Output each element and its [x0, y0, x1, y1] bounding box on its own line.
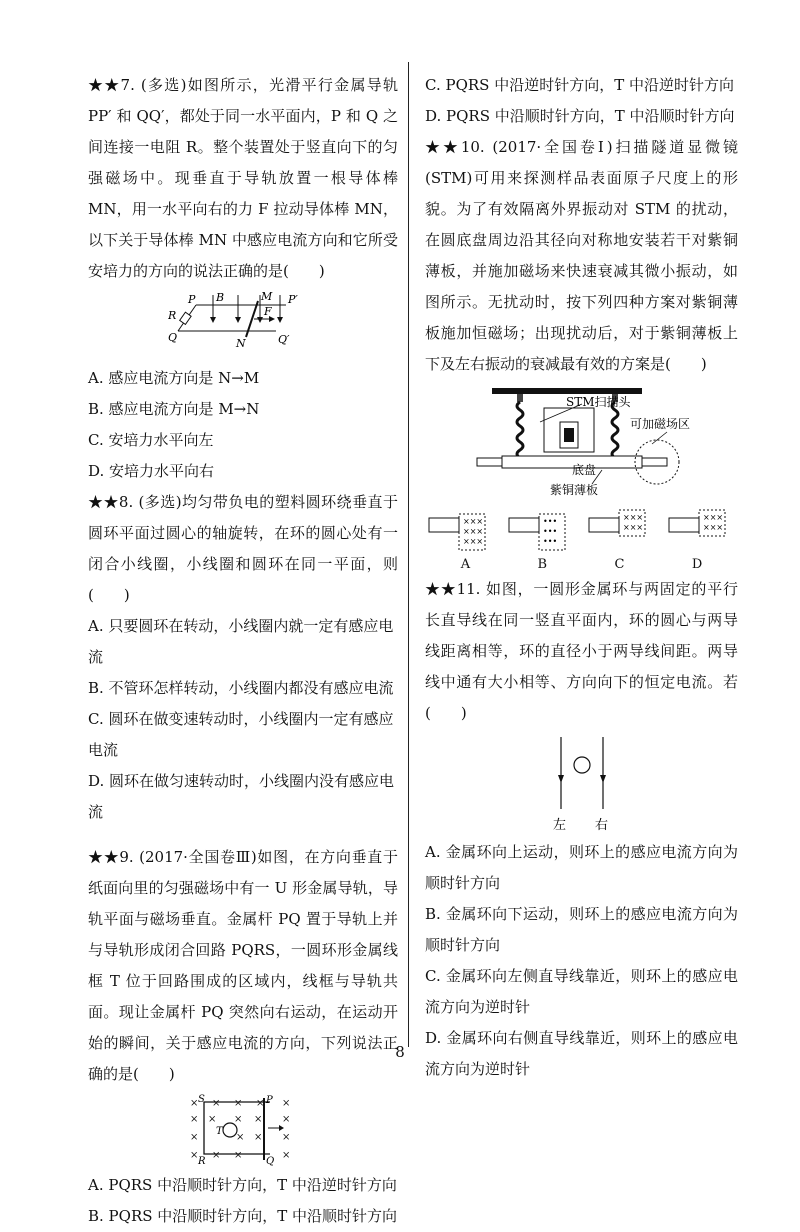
q7-label-B: B	[216, 291, 225, 304]
right-column	[425, 70, 738, 1085]
svg-text:×: ×	[282, 1132, 291, 1143]
q10-label-field: 可加磁场区	[629, 417, 690, 431]
svg-text:×××: ×××	[462, 527, 483, 536]
q11-wires-figure	[537, 733, 627, 833]
q8-stem: ★★8. (多选)均匀带负电的塑料圆环绕垂直于圆环平面过圆心的轴旋转，在环的圆心处有一闭合小线圈，小线圈和圆环在同一平面，则( )	[88, 493, 398, 604]
q10-sub-label-b: B	[537, 557, 548, 572]
q10-sub-labels	[425, 556, 738, 574]
svg-text:×××: ×××	[622, 513, 643, 522]
q11-stem: ★★11. 如图，一圆形金属环与两固定的平行长直导线在同一竖直平面内，环的圆心与两导线距离相等，环的直径小于两导线间距。两导线中通有大小相等、方向向下的恒定电流。若( )	[425, 580, 738, 722]
q8-option-d: D. 圆环在做匀速转动时，小线圈内没有感应电流	[88, 772, 395, 821]
svg-text:×: ×	[254, 1114, 263, 1125]
q10-label-base: 底盘	[571, 463, 596, 477]
q10-sub-label-a: A	[460, 557, 471, 572]
q10-options-figure	[427, 508, 737, 552]
question-8	[88, 487, 398, 828]
svg-text:×: ×	[282, 1114, 291, 1125]
svg-text:•••: •••	[542, 537, 557, 546]
svg-text:×××: ×××	[462, 537, 483, 546]
q9-option-a: A. PQRS 中沿顺时针方向，T 中沿逆时针方向	[88, 1176, 397, 1194]
q7-label-F: F	[264, 305, 272, 318]
q7-option-d: D. 安培力水平向右	[88, 462, 215, 480]
q9-label-T: T	[216, 1126, 223, 1137]
svg-text:×: ×	[236, 1132, 245, 1143]
q9-option-c: C. PQRS 中沿逆时针方向，T 中沿逆时针方向	[425, 76, 734, 94]
question-9	[88, 842, 398, 1232]
q10-label-plate: 紫铜薄板	[549, 483, 598, 497]
q7-label-N: N	[236, 337, 246, 350]
svg-text:×: ×	[212, 1098, 221, 1109]
q9-stem: ★★9. (2017·全国卷Ⅲ)如图，在方向垂直于纸面向里的匀强磁场中有一 U 形金属导轨，导轨平面与磁场垂直。金属杆 PQ 置于导轨上并与导轨形成闭合回路 PQRS，一圆环形金属线框 T 位于回路围成的区域内，线框与导轨共面。现让金属杆 PQ 突然向右运动，在运动开始的瞬间，关于感应电流的方向，下列说法正确的是( )	[88, 848, 398, 1083]
svg-text:×: ×	[256, 1098, 265, 1109]
q9-label-Q: Q	[266, 1156, 275, 1166]
q7-stem: ★★7. (多选)如图所示，光滑平行金属导轨 PP′ 和 QQ′，都处于同一水平面内，P 和 Q 之间连接一电阻 R。整个装置处于竖直向下的匀强磁场中。现垂直于导轨放置一根导体棒 MN，用一水平向右的力 F 拉动导体棒 MN，以下关于导体棒 MN 中感应电流方向和它所受安培力的方向的说法正确的是( )	[88, 76, 398, 280]
q11-option-a: A. 金属环向上运动，则环上的感应电流方向为顺时针方向	[425, 843, 738, 892]
svg-text:×: ×	[234, 1114, 243, 1125]
svg-text:×: ×	[234, 1098, 243, 1109]
q10-stem: ★★10. (2017·全国卷Ⅰ)扫描隧道显微镜(STM)可用来探测样品表面原子尺度上的形貌。为了有效隔离外界振动对 STM 的扰动，在圆底盘周边沿其径向对称地安装若干对紫铜薄板，并施加磁场来快速衰减其微小振动，如图所示。无扰动时，按下列四种方案对紫铜薄板施加恒磁场；出现扰动后，对于紫铜薄板上下及左右振动的衰减最有效的方案是( )	[425, 138, 738, 373]
q7-option-b: B. 感应电流方向是 M→N	[88, 400, 260, 418]
q11-label-left: 左	[552, 818, 566, 833]
svg-text:×: ×	[190, 1150, 199, 1161]
q9-option-d: D. PQRS 中沿顺时针方向，T 中沿顺时针方向	[425, 107, 735, 125]
question-10	[425, 132, 738, 574]
svg-text:×: ×	[212, 1150, 221, 1161]
q11-option-c: C. 金属环向左侧直导线靠近，则环上的感应电流方向为逆时针	[425, 967, 738, 1016]
q10-sub-label-d: D	[691, 557, 703, 572]
svg-text:×××: ×××	[622, 523, 643, 532]
q7-option-a: A. 感应电流方向是 N→M	[88, 369, 260, 387]
question-11	[425, 574, 738, 1085]
q7-label-Pp: P′	[288, 293, 298, 306]
svg-text:×: ×	[282, 1098, 291, 1109]
svg-text:×××: ×××	[702, 513, 723, 522]
q9-label-P: P	[266, 1095, 273, 1106]
q7-label-M: M	[261, 291, 273, 303]
svg-text:×: ×	[190, 1098, 199, 1109]
q7-rail-figure	[168, 291, 318, 359]
q7-label-Qp: Q′	[278, 333, 290, 346]
q11-label-right: 右	[594, 818, 608, 833]
q8-option-a: A. 只要圆环在转动，小线圈内就一定有感应电流	[88, 617, 394, 666]
q11-option-b: B. 金属环向下运动，则环上的感应电流方向为顺时针方向	[425, 905, 738, 954]
q7-label-P: P	[188, 293, 196, 306]
q9-label-S: S	[198, 1094, 205, 1105]
svg-text:×: ×	[208, 1114, 217, 1125]
q7-option-c: C. 安培力水平向左	[88, 431, 214, 449]
q8-option-b: B. 不管环怎样转动，小线圈内都没有感应电流	[88, 679, 394, 697]
svg-text:×××: ×××	[462, 517, 483, 526]
svg-text:×××: ×××	[702, 523, 723, 532]
q10-label-head: STM扫描头	[565, 395, 631, 409]
svg-text:×: ×	[254, 1132, 263, 1143]
column-divider	[408, 62, 409, 1047]
q7-label-Q: Q	[168, 331, 178, 344]
page-number: 8	[395, 1043, 405, 1061]
q9-option-b: B. PQRS 中沿顺时针方向，T 中沿顺时针方向	[88, 1207, 398, 1225]
svg-text:×: ×	[234, 1150, 243, 1161]
svg-text:×: ×	[282, 1150, 291, 1161]
svg-text:×: ×	[190, 1132, 199, 1143]
q9-label-R: R	[198, 1156, 206, 1166]
svg-text:•••: •••	[542, 527, 557, 536]
q10-stm-figure	[462, 384, 702, 504]
svg-text:×: ×	[190, 1114, 199, 1125]
svg-text:•••: •••	[542, 517, 557, 526]
q7-label-R: R	[168, 309, 177, 322]
q8-option-c: C. 圆环在做变速转动时，小线圈内一定有感应电流	[88, 710, 394, 759]
q10-sub-label-c: C	[614, 557, 625, 572]
q9-circuit-figure	[188, 1094, 298, 1166]
q11-option-d: D. 金属环向右侧直导线靠近，则环上的感应电流方向为逆时针	[425, 1029, 738, 1078]
question-7	[88, 70, 398, 487]
